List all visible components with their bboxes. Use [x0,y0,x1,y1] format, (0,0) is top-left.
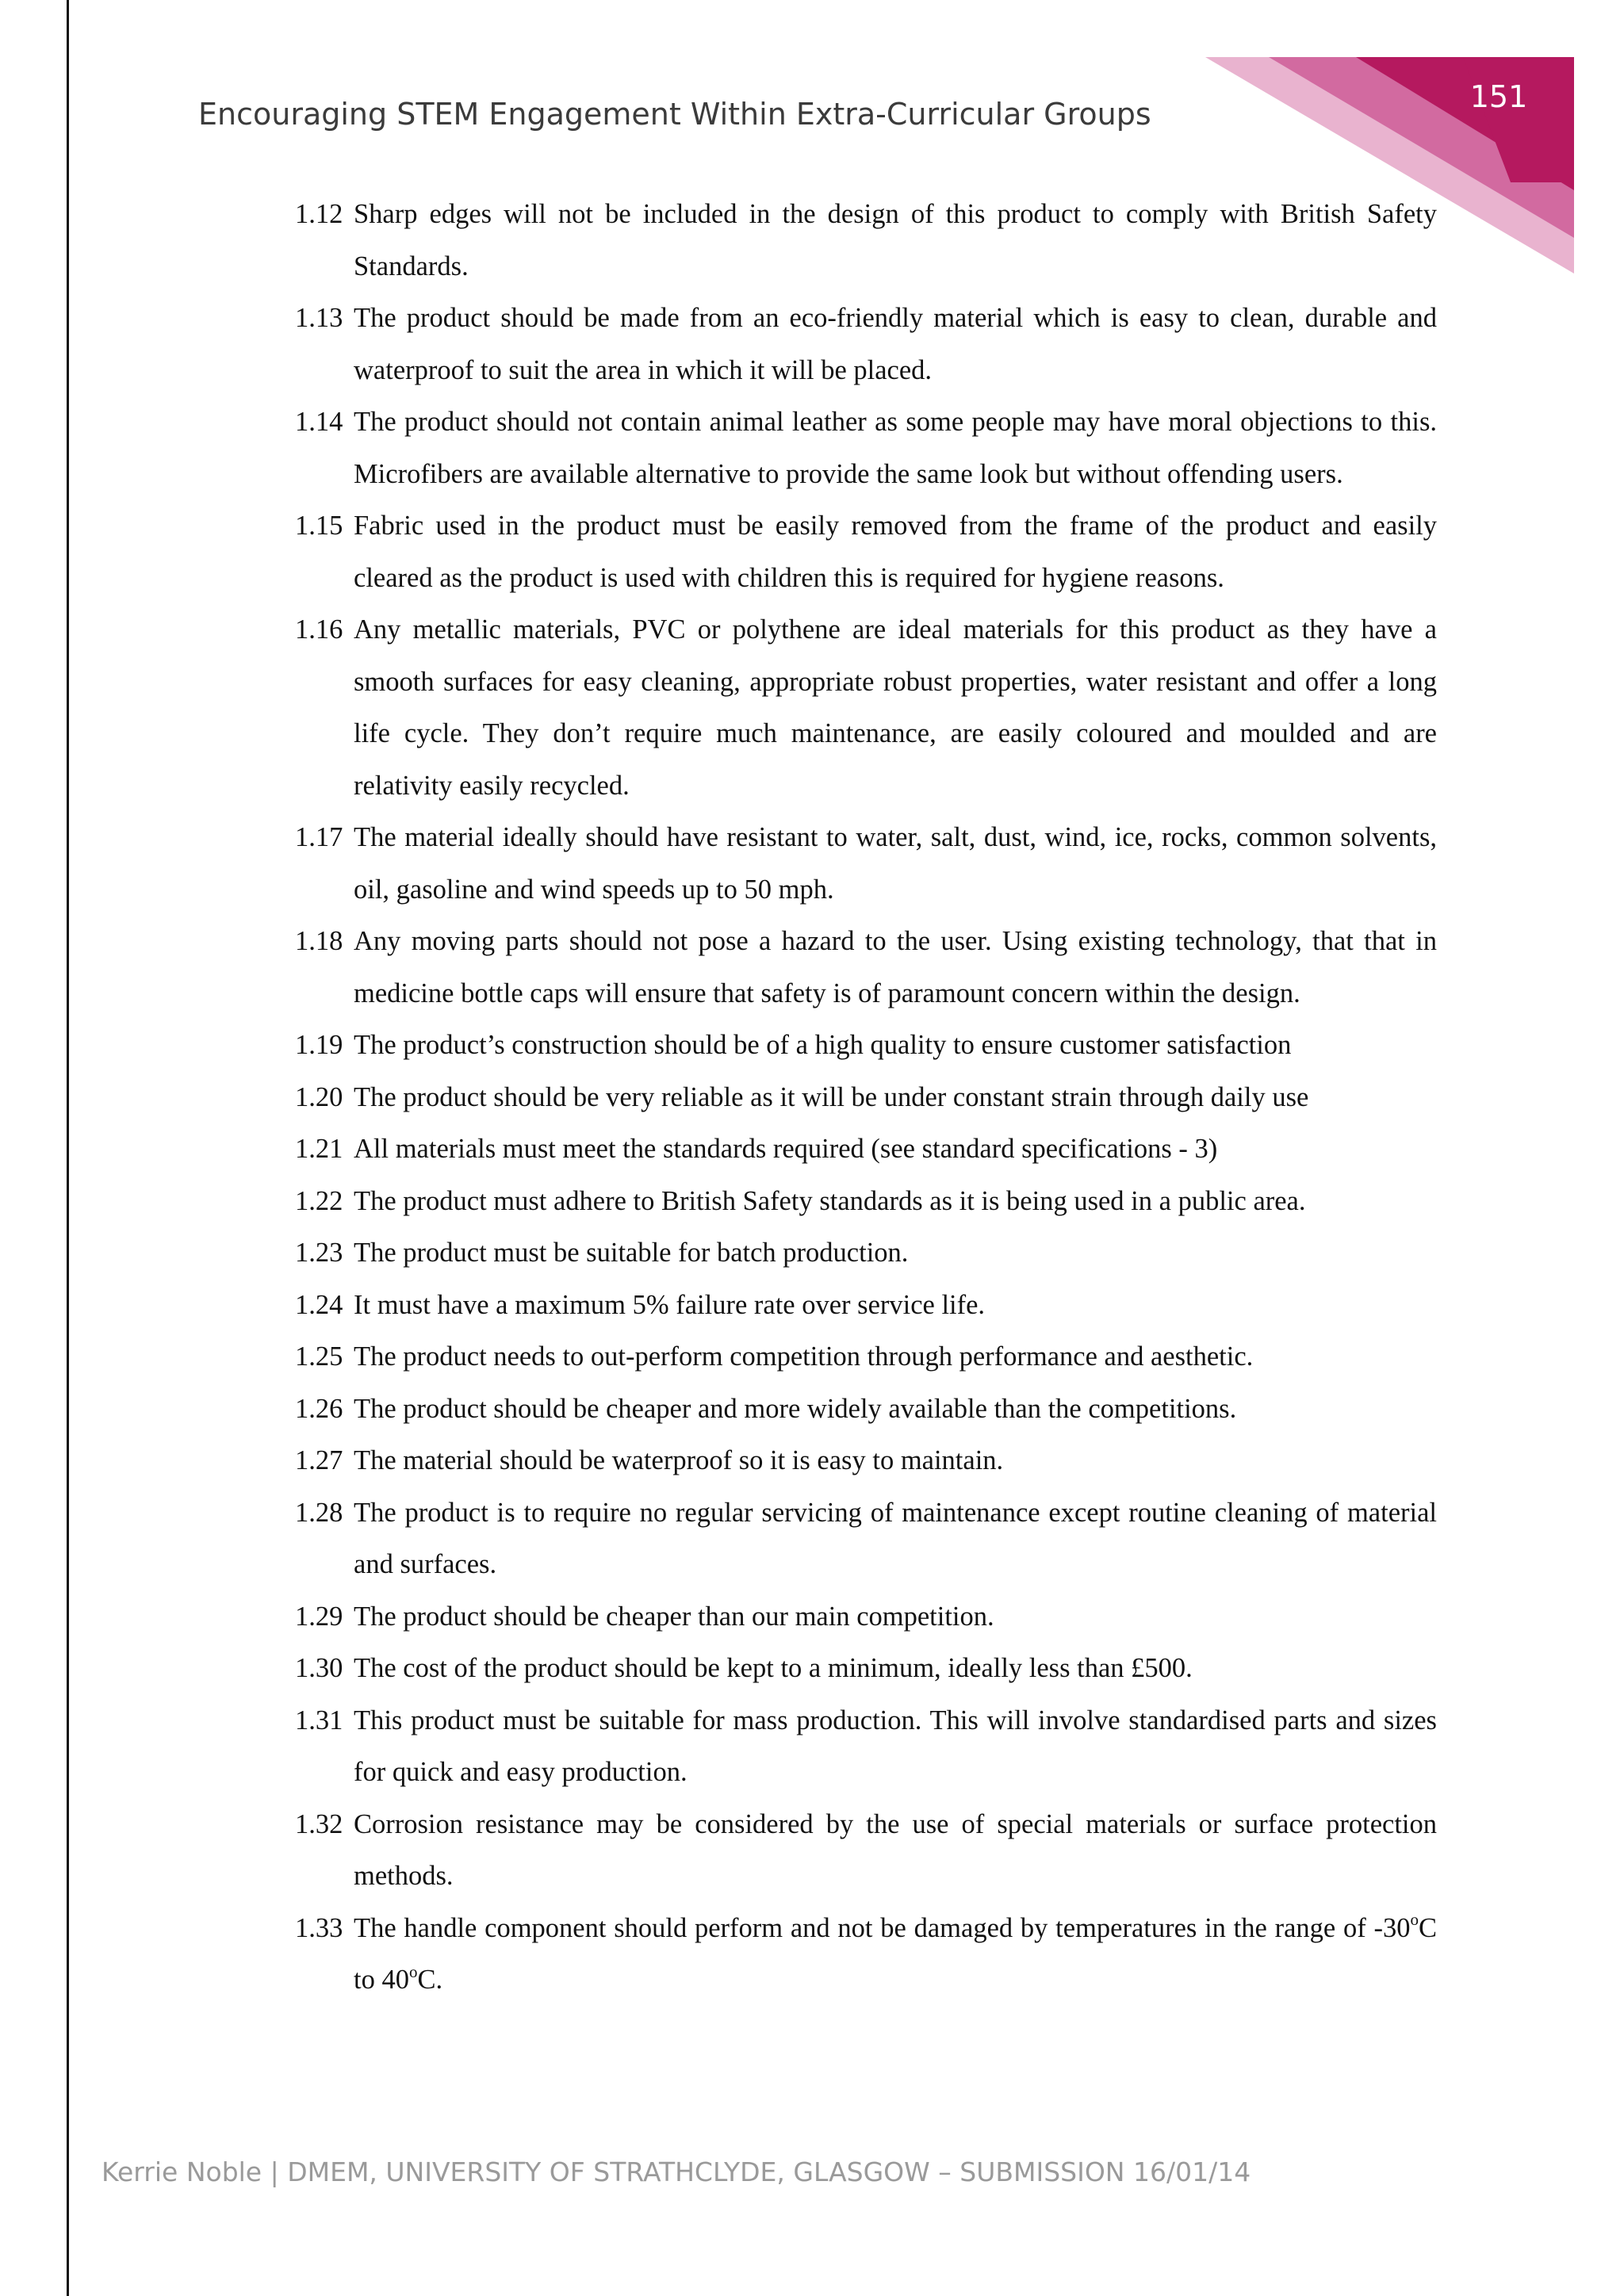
item-number: 1.30 [295,1653,343,1683]
item-number: 1.33 [295,1912,343,1943]
item-text: The product must adhere to British Safety standards as it is being used in a public area. [354,1185,1306,1216]
item-text: The product needs to out-perform competition through performance and aesthetic. [354,1341,1254,1372]
item-text: Fabric used in the product must be easily removed from the frame of the product and easily cleared as the product is used with children this is required for hygiene reasons. [354,511,1437,593]
item-text-part: C. [417,1965,443,1995]
list-item [295,1280,1437,1332]
item-text: The material ideally should have resistant to water, salt, dust, wind, ice, rocks, common solvents, oil, gasoline and wind speeds up to 50 mph. [354,822,1437,905]
item-number: 1.13 [295,303,343,333]
item-number: 1.29 [295,1601,343,1632]
list-item [295,189,1437,293]
specification-list [295,189,1437,2007]
item-text: It must have a maximum 5% failure rate over service life. [354,1289,986,1320]
item-text: The product should be cheaper and more widely available than the competitions. [354,1393,1237,1424]
list-item [295,1643,1437,1695]
item-number: 1.21 [295,1134,343,1164]
item-number: 1.28 [295,1497,343,1528]
item-number: 1.25 [295,1341,343,1372]
item-number: 1.24 [295,1289,343,1320]
item-text: The product must be suitable for batch production. [354,1238,909,1268]
list-item [295,1383,1437,1436]
item-number: 1.22 [295,1185,343,1216]
list-item [295,1695,1437,1799]
list-item [295,1799,1437,1903]
list-item [295,1435,1437,1487]
list-item [295,916,1437,1020]
item-number: 1.18 [295,926,343,956]
list-item [295,1331,1437,1383]
running-header-title: Encouraging STEM Engagement Within Extra-Curricular Groups [198,97,1151,132]
item-text: Any metallic materials, PVC or polythene are ideal materials for this product as they have a smooth surfaces for easy cleaning, appropriate robust properties, water resistant and offer a long life cycle. They don’t require much maintenance, are easily coloured and moulded and are relativity easily recycled. [354,614,1437,801]
list-item [295,604,1437,812]
item-text: The product should not contain animal leather as some people may have moral objections to this. Microfibers are available alternative to provide the same look but without offending users. [354,407,1437,489]
item-text: This product must be suitable for mass production. This will involve standardised parts and sizes for quick and easy production. [354,1705,1437,1787]
item-number: 1.12 [295,199,343,229]
list-item [295,1487,1437,1591]
list-item [295,1227,1437,1280]
list-item [295,1020,1437,1072]
list-item [295,1123,1437,1176]
list-item [295,293,1437,396]
item-number: 1.31 [295,1705,343,1735]
list-item [295,812,1437,916]
item-text: All materials must meet the standards required (see standard specifications - 3) [354,1134,1218,1164]
list-item [295,1903,1437,2007]
item-number: 1.19 [295,1030,343,1060]
item-text: The product is to require no regular servicing of maintenance except routine cleaning of material and surfaces. [354,1497,1437,1579]
item-text: The cost of the product should be kept to a minimum, ideally less than £500. [354,1653,1193,1683]
item-text: The product should be very reliable as it will be under constant strain through daily use [354,1081,1309,1112]
item-text: The product should be made from an eco-friendly material which is easy to clean, durable and waterproof to suit the area in which it will be placed. [354,303,1437,385]
item-number: 1.27 [295,1445,343,1475]
list-item [295,1176,1437,1228]
item-number: 1.17 [295,822,343,852]
list-item [295,500,1437,604]
item-text: Any moving parts should not pose a hazard to the user. Using existing technology, that that in medicine bottle caps will ensure that safety is of paramount concern within the design. [354,926,1437,1008]
item-number: 1.16 [295,614,343,645]
item-text: The product should be cheaper than our main competition. [354,1601,994,1632]
page-number: 151 [1469,79,1528,114]
left-margin-rule [67,0,69,2296]
degree-superscript: o [1410,1910,1419,1929]
item-text-part: C to 40 [354,1912,1437,1995]
item-number: 1.14 [295,407,343,437]
page-footer: Kerrie Noble | DMEM, UNIVERSITY OF STRATHCLYDE, GLASGOW – SUBMISSION 16/01/14 [102,2156,1251,2187]
item-text [354,1903,1437,2007]
list-item [295,1072,1437,1124]
degree-superscript: o [408,1961,418,1981]
list-item [295,1591,1437,1644]
item-number: 1.15 [295,511,343,541]
item-text: The product’s construction should be of a high quality to ensure customer satisfaction [354,1030,1292,1060]
item-number: 1.26 [295,1393,343,1424]
item-text: Corrosion resistance may be considered by the use of special materials or surface protection methods. [354,1808,1437,1891]
item-number: 1.20 [295,1081,343,1112]
list-item [295,396,1437,500]
item-text-part: The handle component should perform and not be damaged by temperatures in the range of -30 [354,1912,1411,1943]
item-text: The material should be waterproof so it is easy to maintain. [354,1445,1004,1475]
item-text: Sharp edges will not be included in the design of this product to comply with British Safety Standards. [354,199,1437,281]
item-number: 1.32 [295,1808,343,1839]
item-number: 1.23 [295,1238,343,1268]
